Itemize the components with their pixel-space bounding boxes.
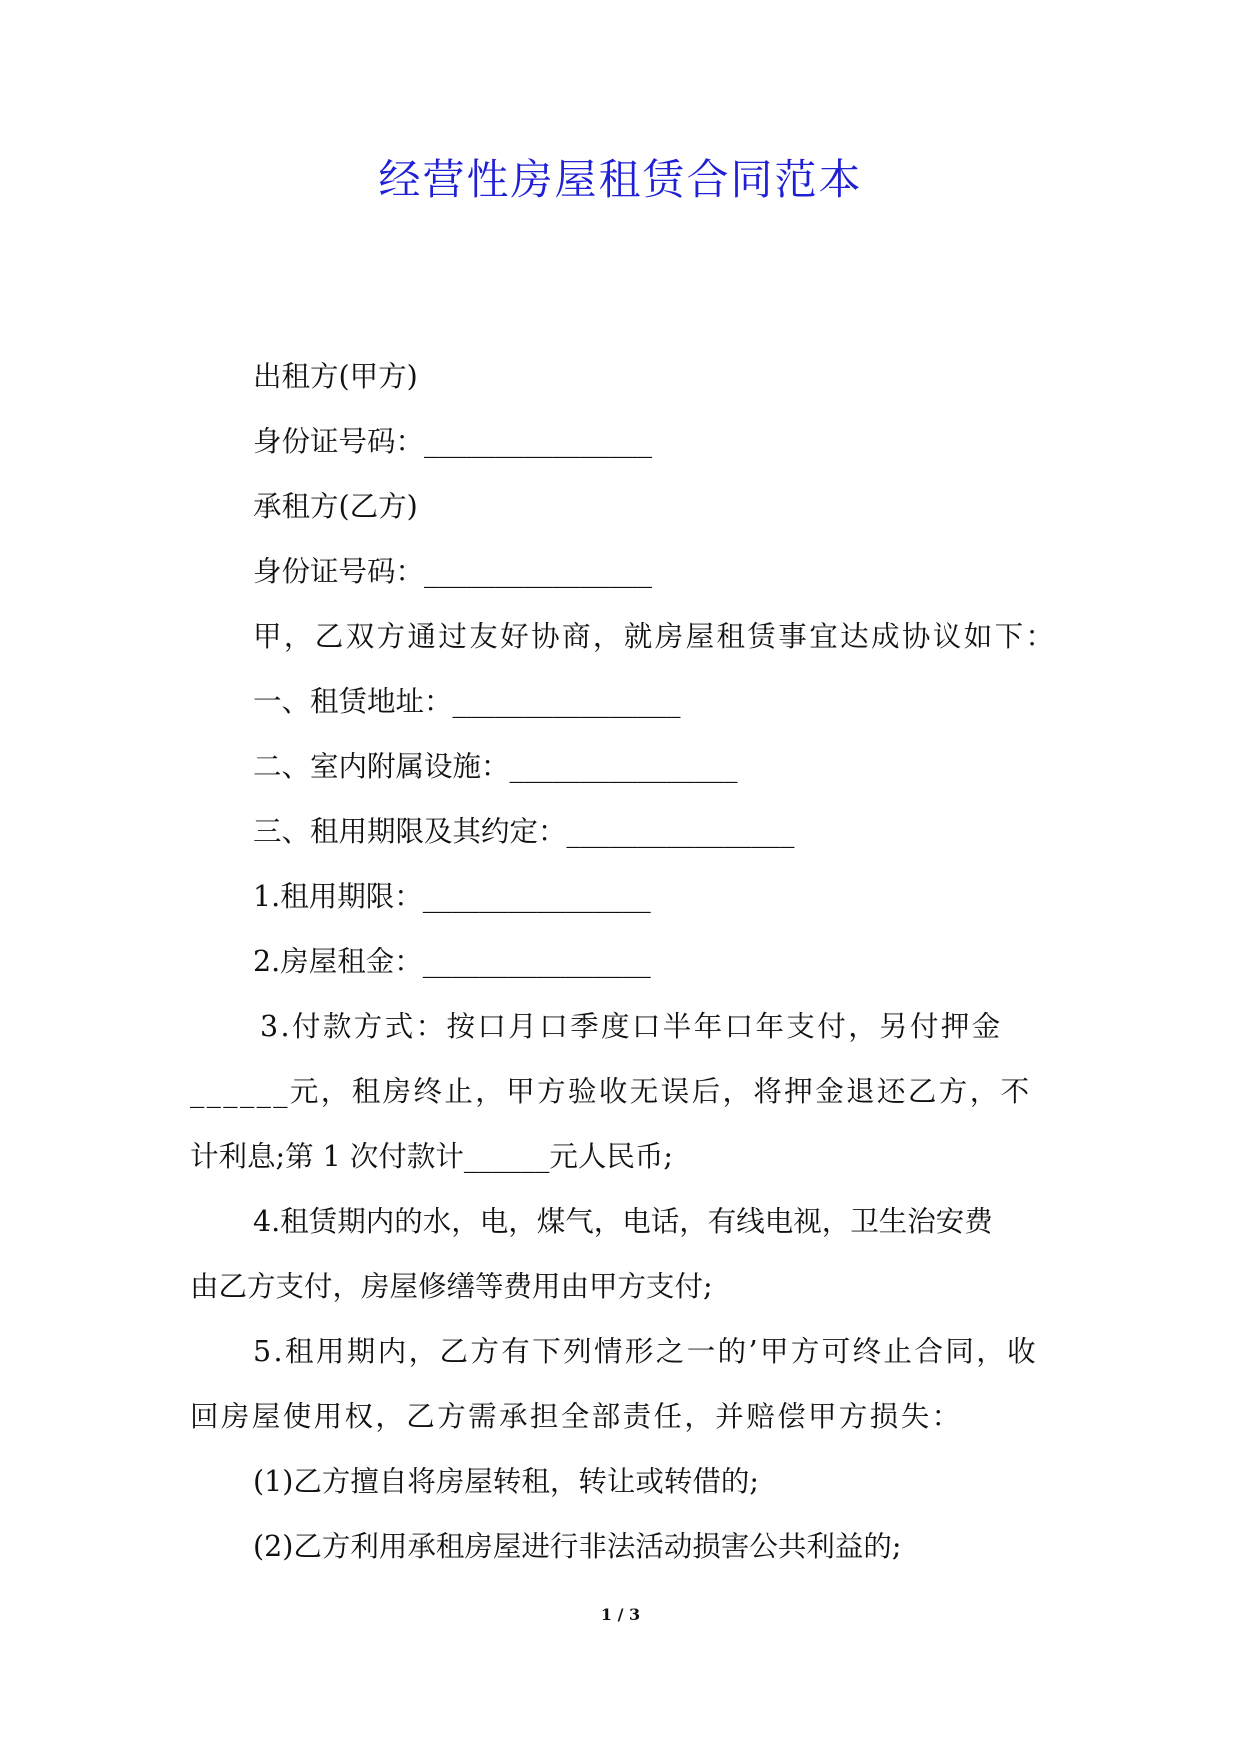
lessee-label: 承租方(乙方) xyxy=(253,490,418,523)
sub-item-2: (2)乙方利用承租房屋进行非法活动损害公共利益的; xyxy=(253,1530,902,1563)
sub-item-1: (1)乙方擅自将房屋转租，转让或转借的; xyxy=(253,1465,759,1498)
page-indicator: 1 / 3 xyxy=(600,1605,641,1624)
item-termination-line1: 5.租用期内，乙方有下列情形之一的’甲方可终止合同，收 xyxy=(253,1335,1039,1368)
item-utilities-line2: 由乙方支付，房屋修缮等费用由甲方支付; xyxy=(190,1270,713,1303)
clause-term: 三、租用期限及其约定：________________ xyxy=(253,815,795,848)
clause-facilities: 二、室内附属设施：________________ xyxy=(253,750,738,783)
lessee-id-field: 身份证号码：________________ xyxy=(253,555,653,588)
agreement-intro: 甲，乙双方通过友好协商，就房屋租赁事宜达成协议如下： xyxy=(253,620,1057,653)
lessor-label: 出租方(甲方) xyxy=(253,360,418,393)
item-termination-line2: 回房屋使用权，乙方需承担全部责任，并赔偿甲方损失： xyxy=(190,1400,963,1433)
item-payment-line1: 3.付款方式：按口月口季度口半年口年支付，另付押金 xyxy=(260,1010,1003,1043)
item-term: 1.租用期限：________________ xyxy=(253,880,651,913)
document-title: 经营性房屋租赁合同范本 xyxy=(378,155,863,204)
item-payment-line3: 计利息;第 1 次付款计______元人民币; xyxy=(190,1140,673,1173)
item-payment-line2: ______元，租房终止，甲方验收无误后，将押金退还乙方，不 xyxy=(190,1075,1032,1108)
item-rent: 2.房屋租金：________________ xyxy=(253,945,651,978)
clause-address: 一、租赁地址：________________ xyxy=(253,685,681,718)
item-utilities-line1: 4.租赁期内的水，电，煤气，电话，有线电视，卫生治安费 xyxy=(253,1205,993,1238)
lessor-id-field: 身份证号码：________________ xyxy=(253,425,653,458)
